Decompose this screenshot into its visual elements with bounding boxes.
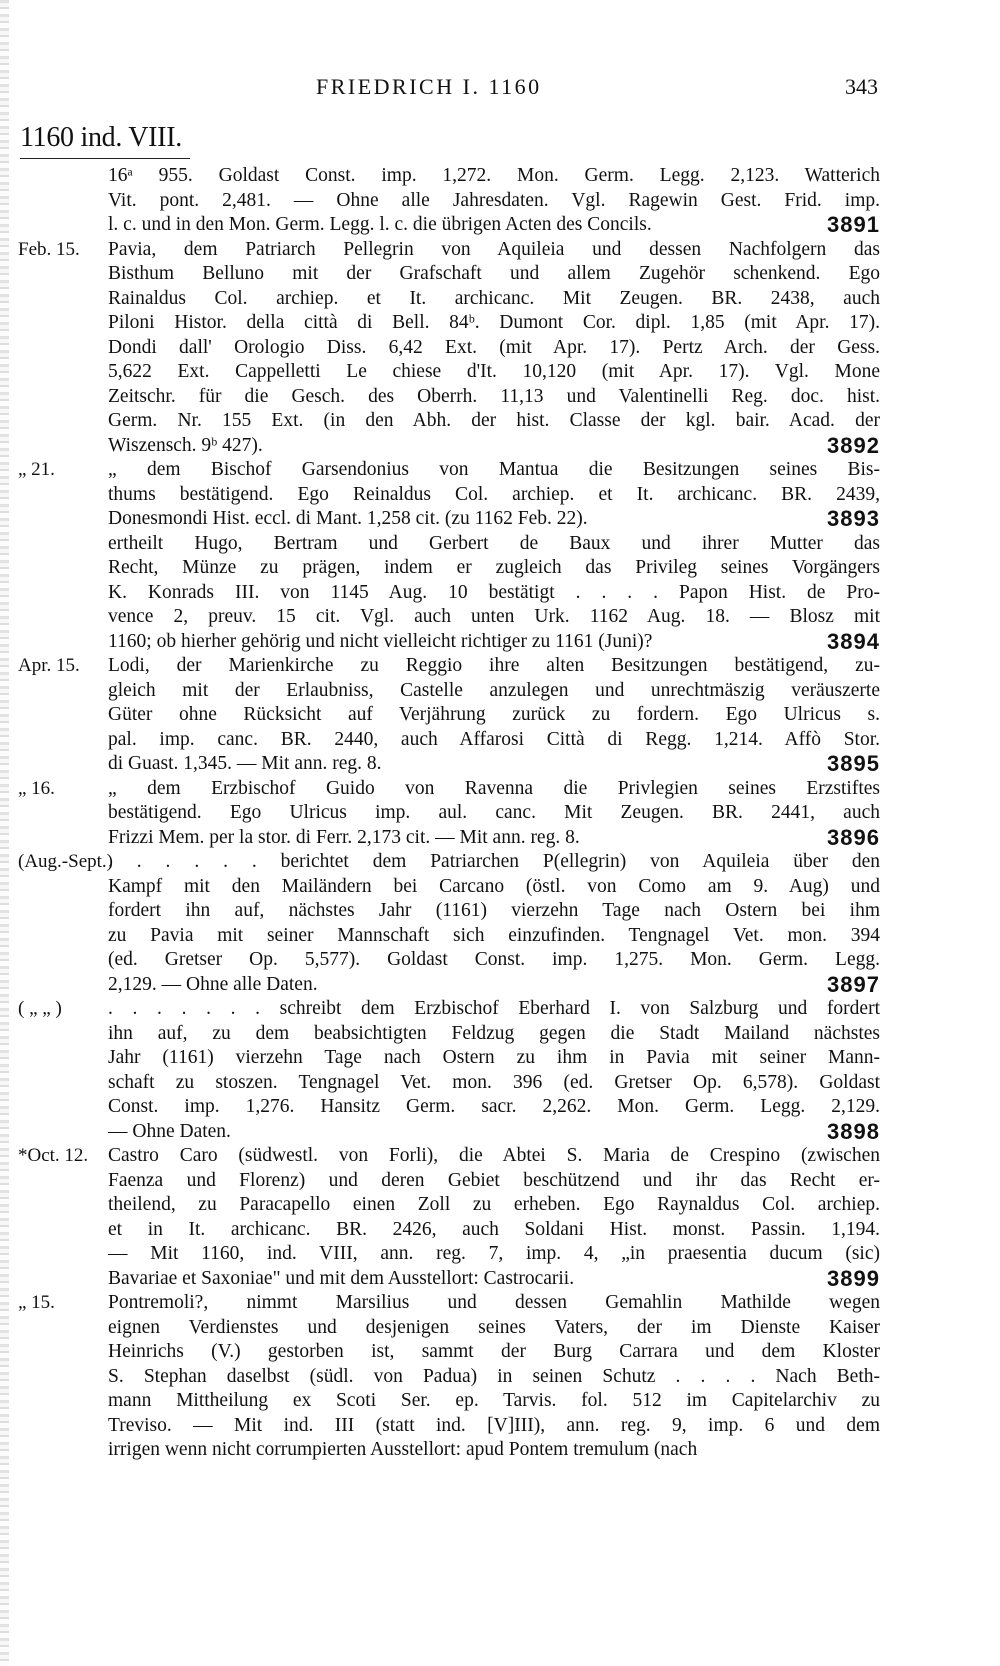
regest-entry <box>18 850 880 997</box>
regest-entry <box>18 1144 880 1291</box>
page-edge <box>0 0 9 1666</box>
entry-date: „ 15. <box>18 1292 55 1313</box>
regest-entry <box>18 532 880 655</box>
entry-line: thums bestätigend. Ego Reinaldus Col. archiep. et It. archicanc. BR. 2439, <box>108 483 880 505</box>
entry-date: *Oct. 12. <box>18 1145 89 1166</box>
entry-line: . . . . . . berichtet dem Patriarchen P(ellegrin) von Aquileia über den (Aug.-Sept.) <box>18 850 880 875</box>
entry-line: eignen Verdienstes und desjenigen seines Vaters, der im Dienste Kaiser <box>108 1316 880 1338</box>
entry-line: Wiszensch. 9ᵇ 427). 3892 <box>108 432 880 458</box>
entry-line: Faenza und Florenz) und deren Gebiet beschützend und ihr das Recht er- <box>108 1169 880 1191</box>
entry-line: Vit. pont. 2,481. — Ohne alle Jahresdaten. Vgl. Ragewin Gest. Frid. imp. <box>108 189 880 211</box>
entry-line: 5,622 Ext. Cappelletti Le chiese d'It. 10,120 (mit Apr. 17). Vgl. Mone <box>108 361 880 382</box>
entry-line: Frizzi Mem. per la stor. di Ferr. 2,173 cit. — Mit ann. reg. 8. 3896 <box>108 824 880 850</box>
regest-entry <box>18 238 880 459</box>
entry-line: Bisthum Belluno mit der Grafschaft und allem Zugehör schenkend. Ego <box>108 263 880 284</box>
entry-line: bestätigend. Ego Ulricus imp. aul. canc. Mit Zeugen. BR. 2441, auch <box>108 802 880 823</box>
entry-line: 16ᵃ 955. Goldast Const. imp. 1,272. Mon. Germ. Legg. 2,123. Watterich <box>108 165 880 186</box>
entry-line: Germ. Nr. 155 Ext. (in den Abh. der hist. Classe der kgl. bair. Acad. der <box>108 410 880 431</box>
entry-number: 3892 <box>827 432 880 458</box>
entry-line: et in It. archicanc. BR. 2426, auch Soldani Hist. monst. Passin. 1,194. <box>108 1218 880 1240</box>
entry-line: Pontremoli?, nimmt Marsilius und dessen Gemahlin Mathilde wegen „ 15. <box>18 1291 880 1316</box>
running-head-title: FRIEDRICH I. 1160 <box>316 74 542 99</box>
regest-entry <box>18 997 880 1144</box>
entry-line: Recht, Münze zu prägen, indem er zugleich das Privileg seines Vorgängers <box>108 557 880 578</box>
page-number: 343 <box>845 74 878 99</box>
entry-line: Jahr (1161) vierzehn Tage nach Ostern zu ihm in Pavia mit seiner Mann- <box>108 1047 880 1068</box>
entry-line: 1160; ob hierher gehörig und nicht vielleicht richtiger zu 1161 (Juni)? 3894 <box>108 628 880 654</box>
entry-number: 3895 <box>827 751 880 776</box>
year-heading-rule <box>20 158 190 159</box>
entry-line: 2,129. — Ohne alle Daten. 3897 <box>108 971 880 997</box>
regest-entry <box>18 654 880 777</box>
entry-line: gleich mit der Erlaubniss, Castelle anzulegen und unrechtmäszig veräuszerte <box>108 679 880 701</box>
entry-date: Feb. 15. <box>18 238 80 260</box>
entry-line: Pavia, dem Patriarch Pellegrin von Aquileia und dessen Nachfolgern das Feb. 15. <box>18 238 880 263</box>
regest-entry <box>18 1291 880 1463</box>
entry-line: S. Stephan daselbst (südl. von Padua) in seinen Schutz . . . . Nach Beth- <box>108 1365 880 1387</box>
entry-line: theilend, zu Paracapello einen Zoll zu erheben. Ego Raynaldus Col. archiep. <box>108 1194 880 1215</box>
entry-line: Treviso. — Mit ind. III (statt ind. [V]III), ann. reg. 9, imp. 6 und dem <box>108 1414 880 1436</box>
entry-line: Donesmondi Hist. eccl. di Mant. 1,258 cit. (zu 1162 Feb. 22). 3893 <box>108 506 880 531</box>
entry-number: 3898 <box>827 1118 880 1144</box>
entry-line: Güter ohne Rücksicht auf Verjährung zurück zu fordern. Ego Ulricus s. <box>108 704 880 725</box>
entry-line: Const. imp. 1,276. Hansitz Germ. sacr. 2,262. Mon. Germ. Legg. 2,129. <box>108 1096 880 1117</box>
entry-line: pal. imp. canc. BR. 2440, auch Affarosi Città di Regg. 1,214. Affò Stor. <box>108 728 880 750</box>
entry-number: 3896 <box>827 824 880 850</box>
entry-line: — Ohne Daten. 3898 <box>108 1118 880 1144</box>
entry-line: zu Pavia mit seiner Mannschaft sich einzufinden. Tengnagel Vet. mon. 394 <box>108 924 880 946</box>
running-head <box>20 74 878 104</box>
entry-line: ihn auf, zu dem beabsichtigten Feldzug gegen die Stadt Mailand nächstes <box>108 1022 880 1044</box>
entry-line: Castro Caro (südwestl. von Forli), die Abtei S. Maria de Crespino (zwischen *Oct. 12. <box>18 1144 880 1169</box>
entry-number: 3893 <box>827 506 880 531</box>
entry-line: fordert ihn auf, nächstes Jahr (1161) vierzehn Tage nach Ostern bei ihm <box>108 900 880 921</box>
regest-entry <box>18 458 880 532</box>
entry-line: K. Konrads III. von 1145 Aug. 10 bestätigt . . . . Papon Hist. de Pro- <box>108 581 880 603</box>
entry-number: 3899 <box>827 1265 880 1291</box>
entry-date: Apr. 15. <box>18 655 80 676</box>
regest-entry <box>18 777 880 851</box>
entry-date: ( „ „ ) <box>18 998 62 1019</box>
entry-line: di Guast. 1,345. — Mit ann. reg. 8. 3895 <box>108 751 880 776</box>
entry-line: „ dem Bischof Garsendonius von Mantua die Besitzungen seines Bis- „ 21. <box>18 458 880 483</box>
entry-line: Lodi, der Marienkirche zu Reggio ihre alten Besitzungen bestätigend, zu- Apr. 15. <box>18 654 880 679</box>
entry-line: schaft zu stoszen. Tengnagel Vet. mon. 396 (ed. Gretser Op. 6,578). Goldast <box>108 1071 880 1093</box>
entry-line: Piloni Histor. della città di Bell. 84ᵇ. Dumont Cor. dipl. 1,85 (mit Apr. 17). <box>108 312 880 333</box>
entry-line: vence 2, preuv. 15 cit. Vgl. auch unten Urk. 1162 Aug. 18. — Blosz mit <box>108 606 880 627</box>
entry-number: 3894 <box>827 628 880 654</box>
entry-line: Rainaldus Col. archiep. et It. archicanc. Mit Zeugen. BR. 2438, auch <box>108 287 880 309</box>
entry-line: l. c. und in den Mon. Germ. Legg. l. c. die übrigen Acten des Concils. 3891 <box>108 212 880 237</box>
entry-line: (ed. Gretser Op. 5,577). Goldast Const. imp. 1,275. Mon. Germ. Legg. <box>108 949 880 970</box>
entry-line: Dondi dall' Orologio Diss. 6,42 Ext. (mit Apr. 17). Pertz Arch. der Gess. <box>108 336 880 358</box>
entry-line: irrigen wenn nicht corrumpierten Ausstellort: apud Pontem tremulum (nach <box>108 1439 698 1460</box>
entry-date: (Aug.-Sept.) <box>18 851 113 872</box>
entry-line: „ dem Erzbischof Guido von Ravenna die Privlegien seines Erzstiftes „ 16. <box>18 777 880 802</box>
entry-line: . . . . . . . schreibt dem Erzbischof Eberhard I. von Salzburg und fordert ( „ „ ) <box>18 997 880 1022</box>
entry-number: 3897 <box>827 971 880 997</box>
regesta-entries <box>18 164 880 1463</box>
entry-date: „ 21. <box>18 459 55 480</box>
entry-line: Zeitschr. für die Gesch. des Oberrh. 11,13 und Valentinelli Reg. doc. hist. <box>108 385 880 407</box>
entry-number: 3891 <box>827 212 880 237</box>
entry-line: Heinrichs (V.) gestorben ist, sammt der Burg Carrara und dem Kloster <box>108 1341 880 1362</box>
regest-entry <box>18 164 880 238</box>
entry-date: „ 16. <box>18 777 55 799</box>
entry-line: mann Mittheilung ex Scoti Ser. ep. Tarvis. fol. 512 im Capitelarchiv zu <box>108 1390 880 1411</box>
entry-line: Kampf mit den Mailändern bei Carcano (östl. von Como am 9. Aug) und <box>108 875 880 897</box>
entry-line: ertheilt Hugo, Bertram und Gerbert de Baux und ihrer Mutter das <box>108 532 880 554</box>
year-heading: 1160 ind. VIII. <box>20 122 182 153</box>
entry-line: Bavariae et Saxoniae" und mit dem Ausstellort: Castrocarii. 3899 <box>108 1265 880 1291</box>
entry-line: — Mit 1160, ind. VIII, ann. reg. 7, imp. 4, „in praesentia ducum (sic) <box>108 1243 880 1264</box>
